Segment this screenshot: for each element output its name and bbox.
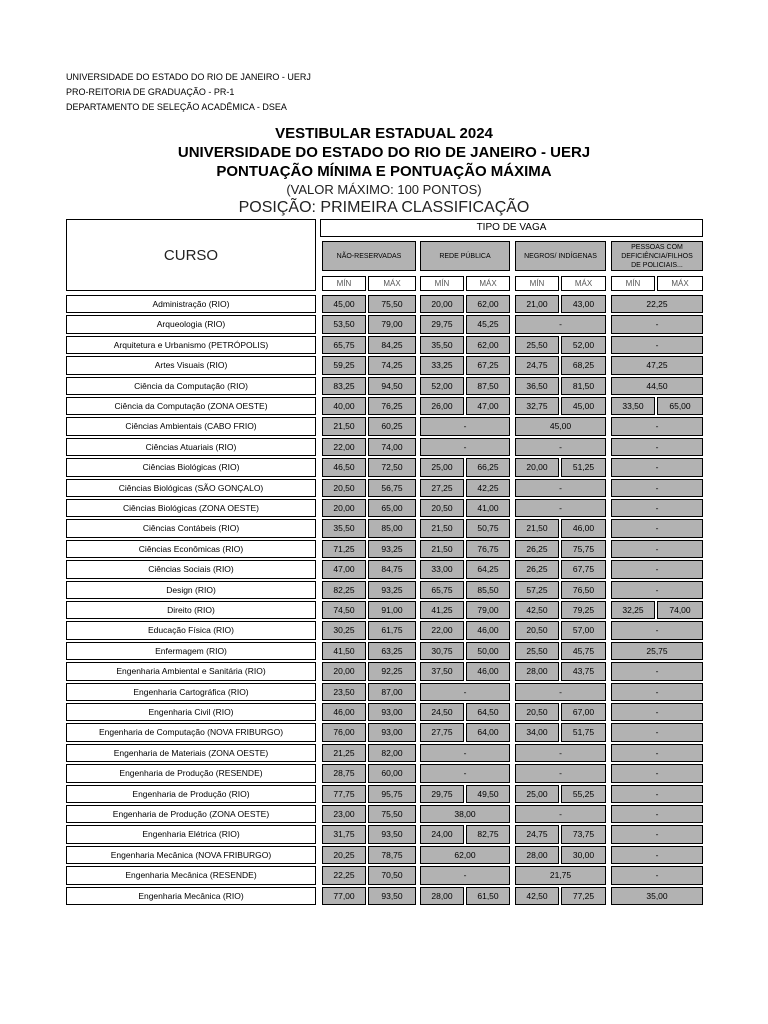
max-label: MÁX xyxy=(368,276,416,291)
nao-reservadas-max-cell: 60,00 xyxy=(368,764,416,782)
negros-indigenas-merged-cell: - xyxy=(515,499,606,517)
negros-indigenas-merged-cell: - xyxy=(515,744,606,762)
negros-indigenas-merged-cell: - xyxy=(515,315,606,333)
pessoas-deficiencia-max-cell: 65,00 xyxy=(657,397,703,415)
table-row xyxy=(0,845,768,865)
pessoas-deficiencia-merged-cell: - xyxy=(611,560,703,578)
rede-publica-max-cell: 66,25 xyxy=(466,458,510,476)
curso-header: CURSO xyxy=(66,219,316,291)
course-name-cell: Engenharia Civil (RIO) xyxy=(66,703,316,721)
rede-publica-min-cell: 35,50 xyxy=(420,336,464,354)
rede-publica-min-cell: 27,25 xyxy=(420,479,464,497)
header-line-university: UNIVERSIDADE DO ESTADO DO RIO DE JANEIRO - UERJ xyxy=(66,72,311,82)
pessoas-deficiencia-merged-cell: - xyxy=(611,458,703,476)
negros-indigenas-max-cell: 51,25 xyxy=(561,458,606,476)
rede-publica-max-cell: 46,00 xyxy=(466,621,510,639)
rede-publica-max-cell: 82,75 xyxy=(466,825,510,843)
course-name-cell: Engenharia de Materiais (ZONA OESTE) xyxy=(66,744,316,762)
nao-reservadas-max-cell: 63,25 xyxy=(368,642,416,660)
nao-reservadas-max-cell: 72,50 xyxy=(368,458,416,476)
negros-indigenas-max-cell: 77,25 xyxy=(561,887,606,905)
negros-indigenas-min-cell: 36,50 xyxy=(515,377,559,395)
nao-reservadas-max-cell: 78,75 xyxy=(368,846,416,864)
pessoas-deficiencia-merged-cell: - xyxy=(611,683,703,701)
negros-indigenas-min-cell: 32,75 xyxy=(515,397,559,415)
nao-reservadas-max-cell: 93,25 xyxy=(368,540,416,558)
rede-publica-max-cell: 64,50 xyxy=(466,703,510,721)
nao-reservadas-max-cell: 91,00 xyxy=(368,601,416,619)
pessoas-deficiencia-merged-cell: - xyxy=(611,785,703,803)
nao-reservadas-max-cell: 82,00 xyxy=(368,744,416,762)
negros-indigenas-max-cell: 30,00 xyxy=(561,846,606,864)
rede-publica-max-cell: 45,25 xyxy=(466,315,510,333)
course-name-cell: Engenharia Mecânica (RIO) xyxy=(66,887,316,905)
nao-reservadas-max-cell: 65,00 xyxy=(368,499,416,517)
nao-reservadas-min-cell: 47,00 xyxy=(322,560,366,578)
table-row xyxy=(0,376,768,396)
negros-indigenas-max-cell: 57,00 xyxy=(561,621,606,639)
negros-indigenas-merged-cell: - xyxy=(515,764,606,782)
title-position: POSIÇÃO: PRIMEIRA CLASSIFICAÇÃO xyxy=(238,199,530,216)
course-name-cell: Arquitetura e Urbanismo (PETRÓPOLIS) xyxy=(66,336,316,354)
negros-indigenas-max-cell: 67,75 xyxy=(561,560,606,578)
negros-indigenas-merged-cell: - xyxy=(515,683,606,701)
course-name-cell: Ciências Biológicas (RIO) xyxy=(66,458,316,476)
rede-publica-merged-cell: - xyxy=(420,866,510,884)
pessoas-deficiencia-merged-cell: 22,25 xyxy=(611,295,703,313)
table-row xyxy=(0,702,768,722)
rede-publica-min-cell: 28,00 xyxy=(420,887,464,905)
negros-indigenas-max-cell: 45,75 xyxy=(561,642,606,660)
course-name-cell: Educação Física (RIO) xyxy=(66,621,316,639)
nao-reservadas-max-cell: 70,50 xyxy=(368,866,416,884)
nao-reservadas-max-cell: 95,75 xyxy=(368,785,416,803)
negros-indigenas-min-cell: 21,00 xyxy=(515,295,559,313)
nao-reservadas-min-cell: 74,50 xyxy=(322,601,366,619)
pessoas-deficiencia-merged-cell: - xyxy=(611,499,703,517)
nao-reservadas-max-cell: 74,00 xyxy=(368,438,416,456)
course-name-cell: Engenharia Mecânica (NOVA FRIBURGO) xyxy=(66,846,316,864)
min-label: MÍN xyxy=(611,276,655,291)
table-row xyxy=(0,865,768,885)
course-name-cell: Engenharia Ambiental e Sanitária (RIO) xyxy=(66,662,316,680)
table-row xyxy=(0,539,768,559)
nao-reservadas-min-cell: 41,50 xyxy=(322,642,366,660)
header-line-department: DEPARTAMENTO DE SELEÇÃO ACADÊMICA - DSEA xyxy=(66,102,287,112)
course-name-cell: Engenharia de Produção (ZONA OESTE) xyxy=(66,805,316,823)
table-row xyxy=(0,784,768,804)
rede-publica-max-cell: 50,00 xyxy=(466,642,510,660)
negros-indigenas-min-cell: 25,50 xyxy=(515,642,559,660)
negros-indigenas-min-cell: 21,50 xyxy=(515,519,559,537)
rede-publica-min-cell: 33,00 xyxy=(420,560,464,578)
negros-indigenas-min-cell: 34,00 xyxy=(515,723,559,741)
nao-reservadas-min-cell: 59,25 xyxy=(322,356,366,374)
rede-publica-max-cell: 87,50 xyxy=(466,377,510,395)
pessoas-deficiencia-max-cell: 74,00 xyxy=(657,601,703,619)
negros-indigenas-max-cell: 75,75 xyxy=(561,540,606,558)
nao-reservadas-min-cell: 71,25 xyxy=(322,540,366,558)
title-exam: VESTIBULAR ESTADUAL 2024 xyxy=(275,125,493,142)
pessoas-deficiencia-merged-cell: - xyxy=(611,621,703,639)
negros-indigenas-max-cell: 43,00 xyxy=(561,295,606,313)
rede-publica-max-cell: 62,00 xyxy=(466,295,510,313)
category-negros-indigenas: NEGROS/ INDÍGENAS xyxy=(515,241,606,271)
course-name-cell: Ciências Biológicas (ZONA OESTE) xyxy=(66,499,316,517)
negros-indigenas-max-cell: 68,25 xyxy=(561,356,606,374)
pessoas-deficiencia-merged-cell: 44,50 xyxy=(611,377,703,395)
negros-indigenas-max-cell: 46,00 xyxy=(561,519,606,537)
nao-reservadas-max-cell: 84,75 xyxy=(368,560,416,578)
pessoas-deficiencia-merged-cell: - xyxy=(611,438,703,456)
course-name-cell: Ciências Sociais (RIO) xyxy=(66,560,316,578)
rede-publica-max-cell: 76,75 xyxy=(466,540,510,558)
course-name-cell: Ciências Ambientais (CABO FRIO) xyxy=(66,417,316,435)
pessoas-deficiencia-merged-cell: - xyxy=(611,540,703,558)
nao-reservadas-min-cell: 31,75 xyxy=(322,825,366,843)
negros-indigenas-min-cell: 24,75 xyxy=(515,825,559,843)
table-row xyxy=(0,763,768,783)
table-row xyxy=(0,416,768,436)
rede-publica-min-cell: 30,75 xyxy=(420,642,464,660)
rede-publica-merged-cell: - xyxy=(420,683,510,701)
nao-reservadas-max-cell: 93,00 xyxy=(368,703,416,721)
table-row xyxy=(0,641,768,661)
rede-publica-merged-cell: 62,00 xyxy=(420,846,510,864)
pessoas-deficiencia-merged-cell: - xyxy=(611,336,703,354)
nao-reservadas-max-cell: 87,00 xyxy=(368,683,416,701)
nao-reservadas-max-cell: 93,00 xyxy=(368,723,416,741)
course-name-cell: Artes Visuais (RIO) xyxy=(66,356,316,374)
rede-publica-min-cell: 26,00 xyxy=(420,397,464,415)
category-pessoas-deficiencia: PESSOAS COM DEFICIÊNCIA/FILHOS DE POLICIAIS... xyxy=(611,241,703,271)
rede-publica-min-cell: 27,75 xyxy=(420,723,464,741)
pessoas-deficiencia-merged-cell: - xyxy=(611,744,703,762)
rede-publica-merged-cell: - xyxy=(420,744,510,762)
rede-publica-max-cell: 41,00 xyxy=(466,499,510,517)
max-label: MÁX xyxy=(657,276,703,291)
nao-reservadas-min-cell: 40,00 xyxy=(322,397,366,415)
course-name-cell: Ciências Atuariais (RIO) xyxy=(66,438,316,456)
nao-reservadas-max-cell: 75,50 xyxy=(368,295,416,313)
nao-reservadas-max-cell: 74,25 xyxy=(368,356,416,374)
nao-reservadas-min-cell: 45,00 xyxy=(322,295,366,313)
max-label: MÁX xyxy=(466,276,510,291)
rede-publica-max-cell: 49,50 xyxy=(466,785,510,803)
title-scores: PONTUAÇÃO MÍNIMA E PONTUAÇÃO MÁXIMA xyxy=(216,163,552,180)
rede-publica-max-cell: 47,00 xyxy=(466,397,510,415)
rede-publica-merged-cell: - xyxy=(420,417,510,435)
negros-indigenas-max-cell: 76,50 xyxy=(561,581,606,599)
negros-indigenas-min-cell: 20,50 xyxy=(515,703,559,721)
title-university: UNIVERSIDADE DO ESTADO DO RIO DE JANEIRO - UERJ xyxy=(177,144,591,161)
nao-reservadas-max-cell: 60,25 xyxy=(368,417,416,435)
rede-publica-min-cell: 21,50 xyxy=(420,540,464,558)
pessoas-deficiencia-min-cell: 33,50 xyxy=(611,397,655,415)
nao-reservadas-min-cell: 77,00 xyxy=(322,887,366,905)
nao-reservadas-min-cell: 76,00 xyxy=(322,723,366,741)
negros-indigenas-min-cell: 20,00 xyxy=(515,458,559,476)
nao-reservadas-min-cell: 21,25 xyxy=(322,744,366,762)
nao-reservadas-min-cell: 22,00 xyxy=(322,438,366,456)
rede-publica-max-cell: 50,75 xyxy=(466,519,510,537)
nao-reservadas-min-cell: 22,25 xyxy=(322,866,366,884)
rede-publica-min-cell: 25,00 xyxy=(420,458,464,476)
table-row xyxy=(0,682,768,702)
table-row xyxy=(0,743,768,763)
course-name-cell: Engenharia Elétrica (RIO) xyxy=(66,825,316,843)
nao-reservadas-min-cell: 20,25 xyxy=(322,846,366,864)
negros-indigenas-max-cell: 73,75 xyxy=(561,825,606,843)
table-row xyxy=(0,518,768,538)
course-name-cell: Ciência da Computação (RIO) xyxy=(66,377,316,395)
negros-indigenas-min-cell: 28,00 xyxy=(515,846,559,864)
pessoas-deficiencia-merged-cell: - xyxy=(611,417,703,435)
negros-indigenas-min-cell: 26,25 xyxy=(515,540,559,558)
nao-reservadas-max-cell: 56,75 xyxy=(368,479,416,497)
pessoas-deficiencia-merged-cell: - xyxy=(611,662,703,680)
nao-reservadas-min-cell: 20,00 xyxy=(322,662,366,680)
course-name-cell: Engenharia de Produção (RIO) xyxy=(66,785,316,803)
pessoas-deficiencia-min-cell: 32,25 xyxy=(611,601,655,619)
rede-publica-min-cell: 41,25 xyxy=(420,601,464,619)
negros-indigenas-max-cell: 67,00 xyxy=(561,703,606,721)
nao-reservadas-min-cell: 83,25 xyxy=(322,377,366,395)
pessoas-deficiencia-merged-cell: - xyxy=(611,479,703,497)
nao-reservadas-min-cell: 46,50 xyxy=(322,458,366,476)
max-label: MÁX xyxy=(561,276,606,291)
title-max-value: (VALOR MÁXIMO: 100 PONTOS) xyxy=(286,182,482,197)
course-name-cell: Engenharia de Produção (RESENDE) xyxy=(66,764,316,782)
negros-indigenas-min-cell: 26,25 xyxy=(515,560,559,578)
tipo-vaga-header: TIPO DE VAGA xyxy=(320,219,703,237)
min-label: MÍN xyxy=(322,276,366,291)
course-name-cell: Administração (RIO) xyxy=(66,295,316,313)
nao-reservadas-max-cell: 61,75 xyxy=(368,621,416,639)
rede-publica-max-cell: 61,50 xyxy=(466,887,510,905)
rede-publica-max-cell: 64,00 xyxy=(466,723,510,741)
table-row xyxy=(0,498,768,518)
pessoas-deficiencia-merged-cell: - xyxy=(611,581,703,599)
course-name-cell: Engenharia de Computação (NOVA FRIBURGO) xyxy=(66,723,316,741)
course-name-cell: Engenharia Mecânica (RESENDE) xyxy=(66,866,316,884)
course-name-cell: Ciências Contábeis (RIO) xyxy=(66,519,316,537)
pessoas-deficiencia-merged-cell: - xyxy=(611,519,703,537)
pessoas-deficiencia-merged-cell: 47,25 xyxy=(611,356,703,374)
pessoas-deficiencia-merged-cell: - xyxy=(611,764,703,782)
rede-publica-min-cell: 29,75 xyxy=(420,785,464,803)
course-name-cell: Enfermagem (RIO) xyxy=(66,642,316,660)
course-name-cell: Arqueologia (RIO) xyxy=(66,315,316,333)
negros-indigenas-merged-cell: - xyxy=(515,438,606,456)
nao-reservadas-min-cell: 21,50 xyxy=(322,417,366,435)
rede-publica-min-cell: 29,75 xyxy=(420,315,464,333)
negros-indigenas-max-cell: 55,25 xyxy=(561,785,606,803)
negros-indigenas-merged-cell: 21,75 xyxy=(515,866,606,884)
rede-publica-min-cell: 20,50 xyxy=(420,499,464,517)
rede-publica-merged-cell: 38,00 xyxy=(420,805,510,823)
nao-reservadas-max-cell: 85,00 xyxy=(368,519,416,537)
category-nao-reservadas: NÃO-RESERVADAS xyxy=(322,241,416,271)
table-row xyxy=(0,580,768,600)
nao-reservadas-max-cell: 93,50 xyxy=(368,887,416,905)
pessoas-deficiencia-merged-cell: - xyxy=(611,723,703,741)
negros-indigenas-merged-cell: - xyxy=(515,805,606,823)
table-row xyxy=(0,722,768,742)
rede-publica-max-cell: 85,50 xyxy=(466,581,510,599)
rede-publica-max-cell: 46,00 xyxy=(466,662,510,680)
pessoas-deficiencia-merged-cell: - xyxy=(611,703,703,721)
negros-indigenas-max-cell: 52,00 xyxy=(561,336,606,354)
course-name-cell: Ciências Econômicas (RIO) xyxy=(66,540,316,558)
rede-publica-merged-cell: - xyxy=(420,764,510,782)
table-row xyxy=(0,314,768,334)
table-row xyxy=(0,600,768,620)
rede-publica-max-cell: 42,25 xyxy=(466,479,510,497)
pessoas-deficiencia-merged-cell: - xyxy=(611,315,703,333)
rede-publica-min-cell: 52,00 xyxy=(420,377,464,395)
course-name-cell: Ciência da Computação (ZONA OESTE) xyxy=(66,397,316,415)
negros-indigenas-min-cell: 20,50 xyxy=(515,621,559,639)
institution-header xyxy=(66,70,311,115)
document-title-block xyxy=(0,124,768,218)
table-row xyxy=(0,620,768,640)
nao-reservadas-max-cell: 92,25 xyxy=(368,662,416,680)
negros-indigenas-min-cell: 57,25 xyxy=(515,581,559,599)
category-rede-publica: REDE PÚBLICA xyxy=(420,241,510,271)
nao-reservadas-min-cell: 77,75 xyxy=(322,785,366,803)
rede-publica-min-cell: 24,00 xyxy=(420,825,464,843)
pessoas-deficiencia-merged-cell: 35,00 xyxy=(611,887,703,905)
min-label: MÍN xyxy=(515,276,559,291)
negros-indigenas-merged-cell: - xyxy=(515,479,606,497)
course-name-cell: Ciências Biológicas (SÃO GONÇALO) xyxy=(66,479,316,497)
table-row xyxy=(0,335,768,355)
nao-reservadas-min-cell: 65,75 xyxy=(322,336,366,354)
nao-reservadas-min-cell: 30,25 xyxy=(322,621,366,639)
negros-indigenas-merged-cell: 45,00 xyxy=(515,417,606,435)
course-name-cell: Direito (RIO) xyxy=(66,601,316,619)
rede-publica-max-cell: 67,25 xyxy=(466,356,510,374)
pessoas-deficiencia-merged-cell: 25,75 xyxy=(611,642,703,660)
nao-reservadas-min-cell: 20,00 xyxy=(322,499,366,517)
rede-publica-merged-cell: - xyxy=(420,438,510,456)
rede-publica-max-cell: 62,00 xyxy=(466,336,510,354)
nao-reservadas-min-cell: 23,50 xyxy=(322,683,366,701)
table-row xyxy=(0,396,768,416)
nao-reservadas-min-cell: 35,50 xyxy=(322,519,366,537)
table-row xyxy=(0,661,768,681)
negros-indigenas-min-cell: 28,00 xyxy=(515,662,559,680)
negros-indigenas-min-cell: 24,75 xyxy=(515,356,559,374)
nao-reservadas-min-cell: 28,75 xyxy=(322,764,366,782)
nao-reservadas-max-cell: 94,50 xyxy=(368,377,416,395)
pessoas-deficiencia-merged-cell: - xyxy=(611,846,703,864)
nao-reservadas-max-cell: 76,25 xyxy=(368,397,416,415)
course-name-cell: Engenharia Cartográfica (RIO) xyxy=(66,683,316,701)
rede-publica-max-cell: 64,25 xyxy=(466,560,510,578)
table-row xyxy=(0,804,768,824)
rede-publica-min-cell: 37,50 xyxy=(420,662,464,680)
nao-reservadas-max-cell: 75,50 xyxy=(368,805,416,823)
nao-reservadas-max-cell: 93,25 xyxy=(368,581,416,599)
negros-indigenas-min-cell: 42,50 xyxy=(515,887,559,905)
nao-reservadas-min-cell: 53,50 xyxy=(322,315,366,333)
nao-reservadas-max-cell: 79,00 xyxy=(368,315,416,333)
table-row xyxy=(0,886,768,906)
min-label: MÍN xyxy=(420,276,464,291)
negros-indigenas-max-cell: 81,50 xyxy=(561,377,606,395)
rede-publica-min-cell: 24,50 xyxy=(420,703,464,721)
nao-reservadas-max-cell: 93,50 xyxy=(368,825,416,843)
course-name-cell: Design (RIO) xyxy=(66,581,316,599)
header-line-prorectorate: PRO-REITORIA DE GRADUAÇÃO - PR-1 xyxy=(66,87,235,97)
nao-reservadas-max-cell: 84,25 xyxy=(368,336,416,354)
negros-indigenas-max-cell: 45,00 xyxy=(561,397,606,415)
rede-publica-min-cell: 33,25 xyxy=(420,356,464,374)
table-row xyxy=(0,478,768,498)
nao-reservadas-min-cell: 82,25 xyxy=(322,581,366,599)
negros-indigenas-min-cell: 25,00 xyxy=(515,785,559,803)
table-row xyxy=(0,559,768,579)
table-row xyxy=(0,437,768,457)
nao-reservadas-min-cell: 20,50 xyxy=(322,479,366,497)
table-row xyxy=(0,355,768,375)
table-row xyxy=(0,294,768,314)
table-row xyxy=(0,824,768,844)
rede-publica-min-cell: 21,50 xyxy=(420,519,464,537)
pessoas-deficiencia-merged-cell: - xyxy=(611,825,703,843)
negros-indigenas-max-cell: 43,75 xyxy=(561,662,606,680)
negros-indigenas-max-cell: 51,75 xyxy=(561,723,606,741)
rede-publica-min-cell: 20,00 xyxy=(420,295,464,313)
nao-reservadas-min-cell: 46,00 xyxy=(322,703,366,721)
table-row xyxy=(0,457,768,477)
rede-publica-min-cell: 22,00 xyxy=(420,621,464,639)
rede-publica-min-cell: 65,75 xyxy=(420,581,464,599)
rede-publica-max-cell: 79,00 xyxy=(466,601,510,619)
negros-indigenas-min-cell: 25,50 xyxy=(515,336,559,354)
nao-reservadas-min-cell: 23,00 xyxy=(322,805,366,823)
pessoas-deficiencia-merged-cell: - xyxy=(611,866,703,884)
negros-indigenas-min-cell: 42,50 xyxy=(515,601,559,619)
negros-indigenas-max-cell: 79,25 xyxy=(561,601,606,619)
pessoas-deficiencia-merged-cell: - xyxy=(611,805,703,823)
